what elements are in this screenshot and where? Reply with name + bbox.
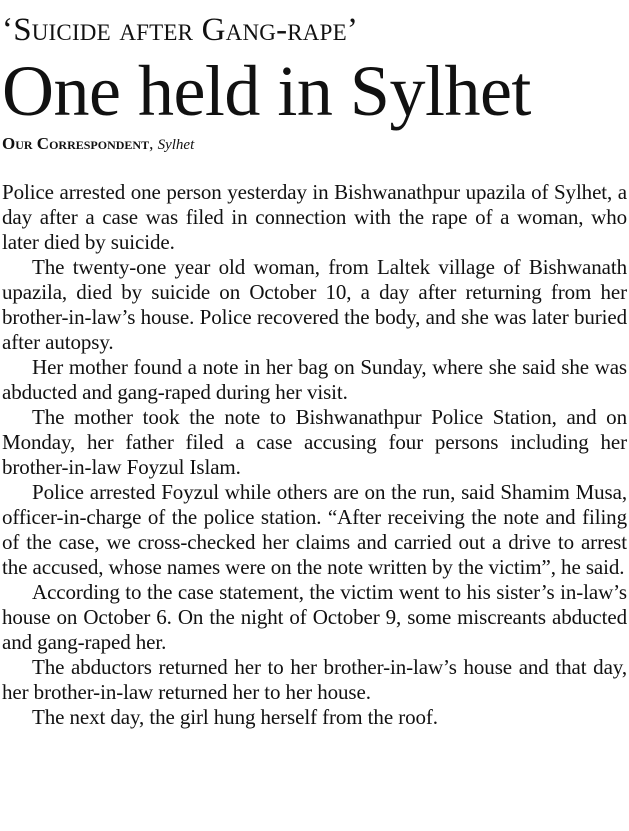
article-kicker: ‘Suicide after Gang-rape’ [2,12,359,48]
byline-separator: , [149,134,158,153]
article-headline: One held in Sylhet [2,51,531,131]
article-paragraph: The mother took the note to Bishwanathpur Police Station, and on Monday, her father filed a case accusing four persons including her brother-in-law Foyzul Islam. [2,405,627,479]
byline-author: Our Correspondent [2,134,150,153]
news-article [2,0,627,730]
article-paragraph: The next day, the girl hung herself from the roof. [32,705,438,729]
article-byline [2,134,627,155]
article-paragraph: Police arrested one person yesterday in Bishwanathpur upazila of Sylhet, a day after a case was filed in connection with the rape of a woman, who later died by suicide. [2,180,627,254]
article-paragraph: The abductors returned her to her brother-in-law’s house and that day, her brother-in-law returned her to her house. [2,655,627,704]
byline-place: Sylhet [157,137,195,153]
article-body [2,180,627,730]
article-paragraph: The twenty-one year old woman, from Laltek village of Bishwanath upazila, died by suicide on October 10, a day after returning from her brother-in-law’s house. Police recovered the body, and she was later buried after autopsy. [2,255,627,354]
article-paragraph: According to the case statement, the victim went to his sister’s in-law’s house on October 6. On the night of October 9, some miscreants abducted and gang-raped her. [2,580,627,654]
article-paragraph: Her mother found a note in her bag on Sunday, where she said she was abducted and gang-raped during her visit. [2,355,627,404]
article-paragraph: Police arrested Foyzul while others are on the run, said Shamim Musa, officer-in-charge of the police station. “After receiving the note and filing of the case, we cross-checked her claims and carried out a drive to arrest the accused, whose names were on the note written by the victim”, he said. [2,480,627,579]
